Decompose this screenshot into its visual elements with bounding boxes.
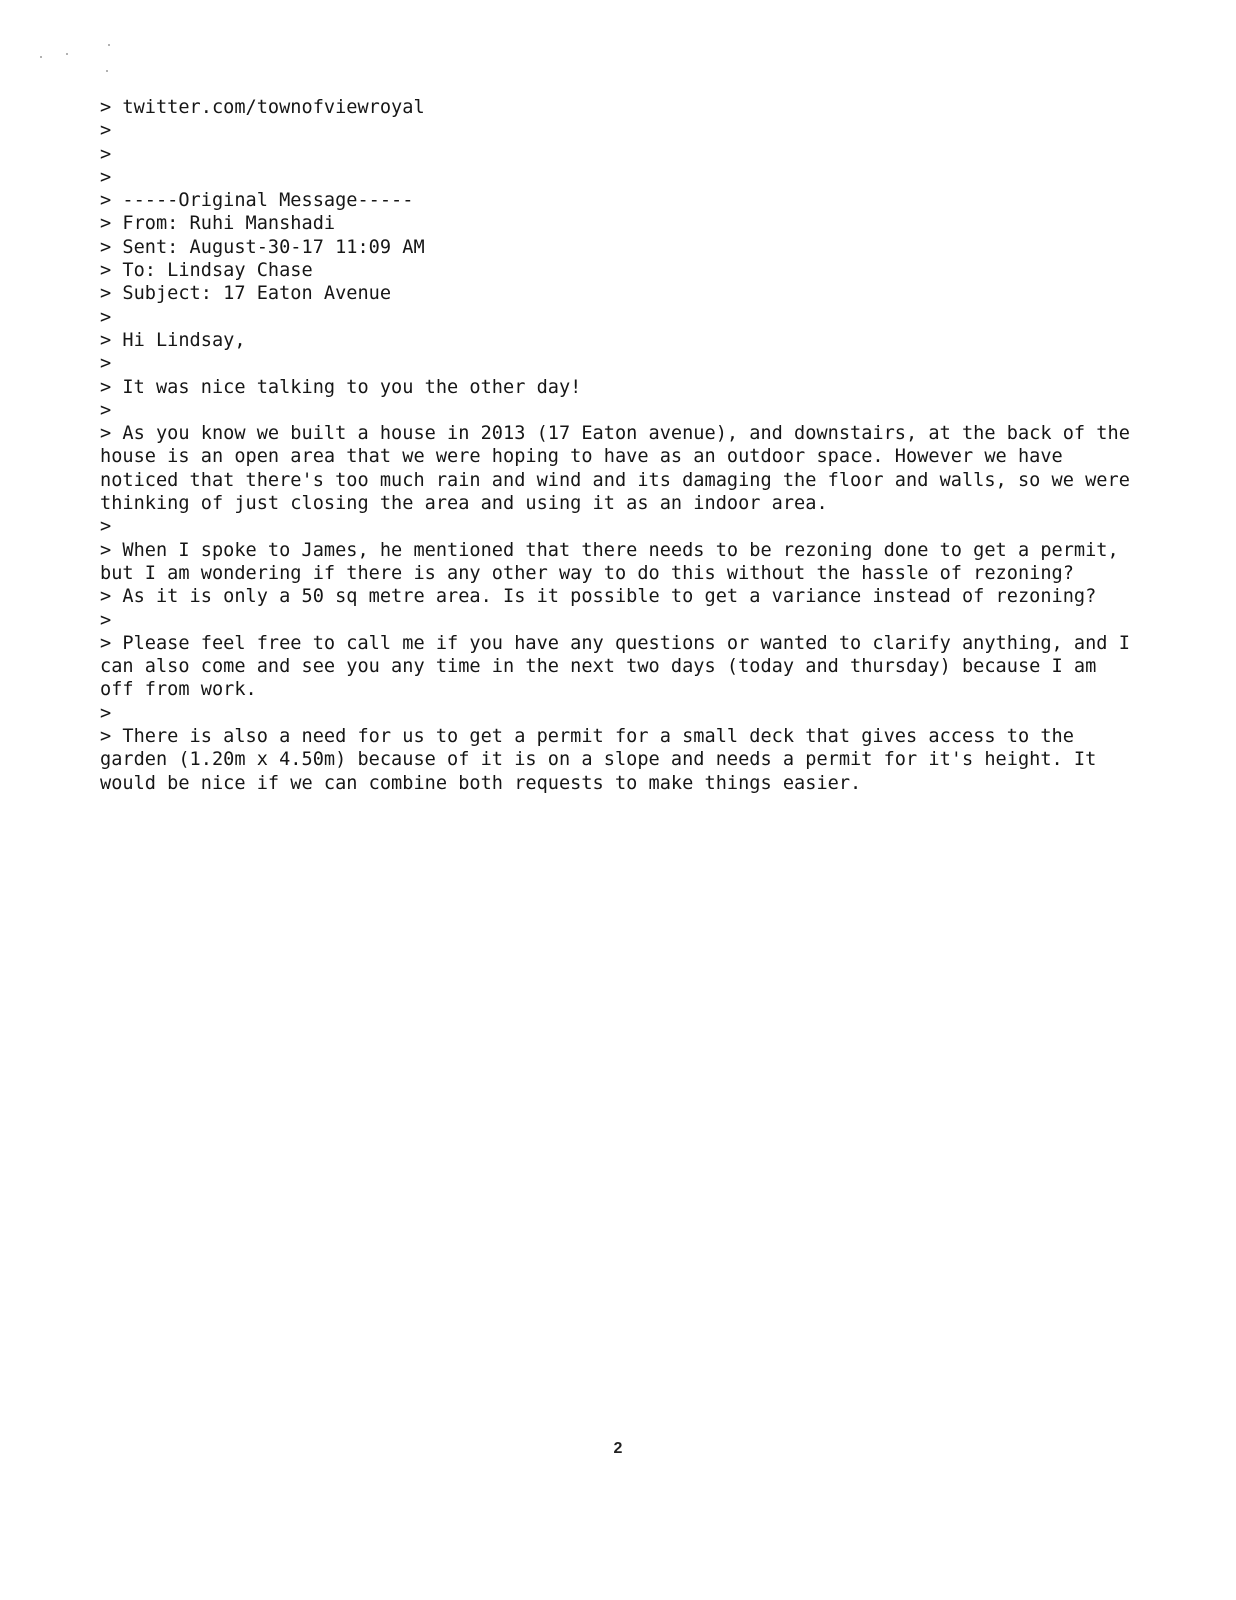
from-line: > From: Ruhi Manshadi [100, 213, 336, 235]
page-number: 2 [613, 1440, 623, 1457]
twitter-link-line: > twitter.com/townofviewroyal [100, 97, 425, 118]
quote-marker-line: > [100, 609, 112, 631]
paragraph-variance-question: > As it is only a 50 sq metre area. Is it possible to get a variance instead of rezoning? [100, 586, 1097, 608]
to-line: > To: Lindsay Chase [100, 260, 313, 282]
scan-speck [66, 53, 68, 55]
paragraph-nice-talking: > It was nice talking to you the other day! [100, 376, 582, 398]
subject-line: > Subject: 17 Eaton Avenue [100, 283, 392, 305]
quote-marker-line: > [100, 120, 112, 142]
paragraph-rezoning-question: > When I spoke to James, he mentioned that there needs to be rezoning done to get a permit, but I am wondering if there is any other way to do this without the hassle of rezoning? [100, 539, 1119, 584]
original-message-header: > -----Original Message----- [100, 190, 414, 212]
quote-marker-line: > [100, 306, 112, 328]
scan-speck [106, 70, 108, 72]
quote-marker-line: > [100, 353, 112, 375]
greeting-line: > Hi Lindsay, [100, 329, 246, 351]
paragraph-deck-permit: > There is also a need for us to get a permit for a small deck that gives access to the garden (1.20m x 4.50m) because of it is on a slope and needs a permit for it's height. It would be nice if we can combine both requests to make things easier. [100, 726, 1097, 794]
quote-marker-line: > [100, 516, 112, 538]
sent-line: > Sent: August-30-17 11:09 AM [100, 236, 425, 258]
quote-marker-line: > [100, 166, 112, 188]
paragraph-contact-offer: > Please feel free to call me if you have any questions or wanted to clarify anything, and I can also come and see you any time in the next two days (today and thursday) because I am off from work. [100, 632, 1130, 701]
quote-marker-line: > [100, 702, 112, 724]
quote-marker-line: > [100, 143, 112, 165]
scan-speck [108, 44, 110, 46]
email-body [100, 96, 1130, 795]
paragraph-house-background: > As you know we built a house in 2013 (17 Eaton avenue), and downstairs, at the back of the house is an open area that we were hoping to have as an outdoor space. However we have noticed that there's too much rain and wind and its damaging the floor and walls, so we were thinking of just closing the area and using it as an indoor area. [100, 423, 1130, 515]
quote-marker-line: > [100, 399, 112, 421]
scan-speck [40, 56, 42, 58]
